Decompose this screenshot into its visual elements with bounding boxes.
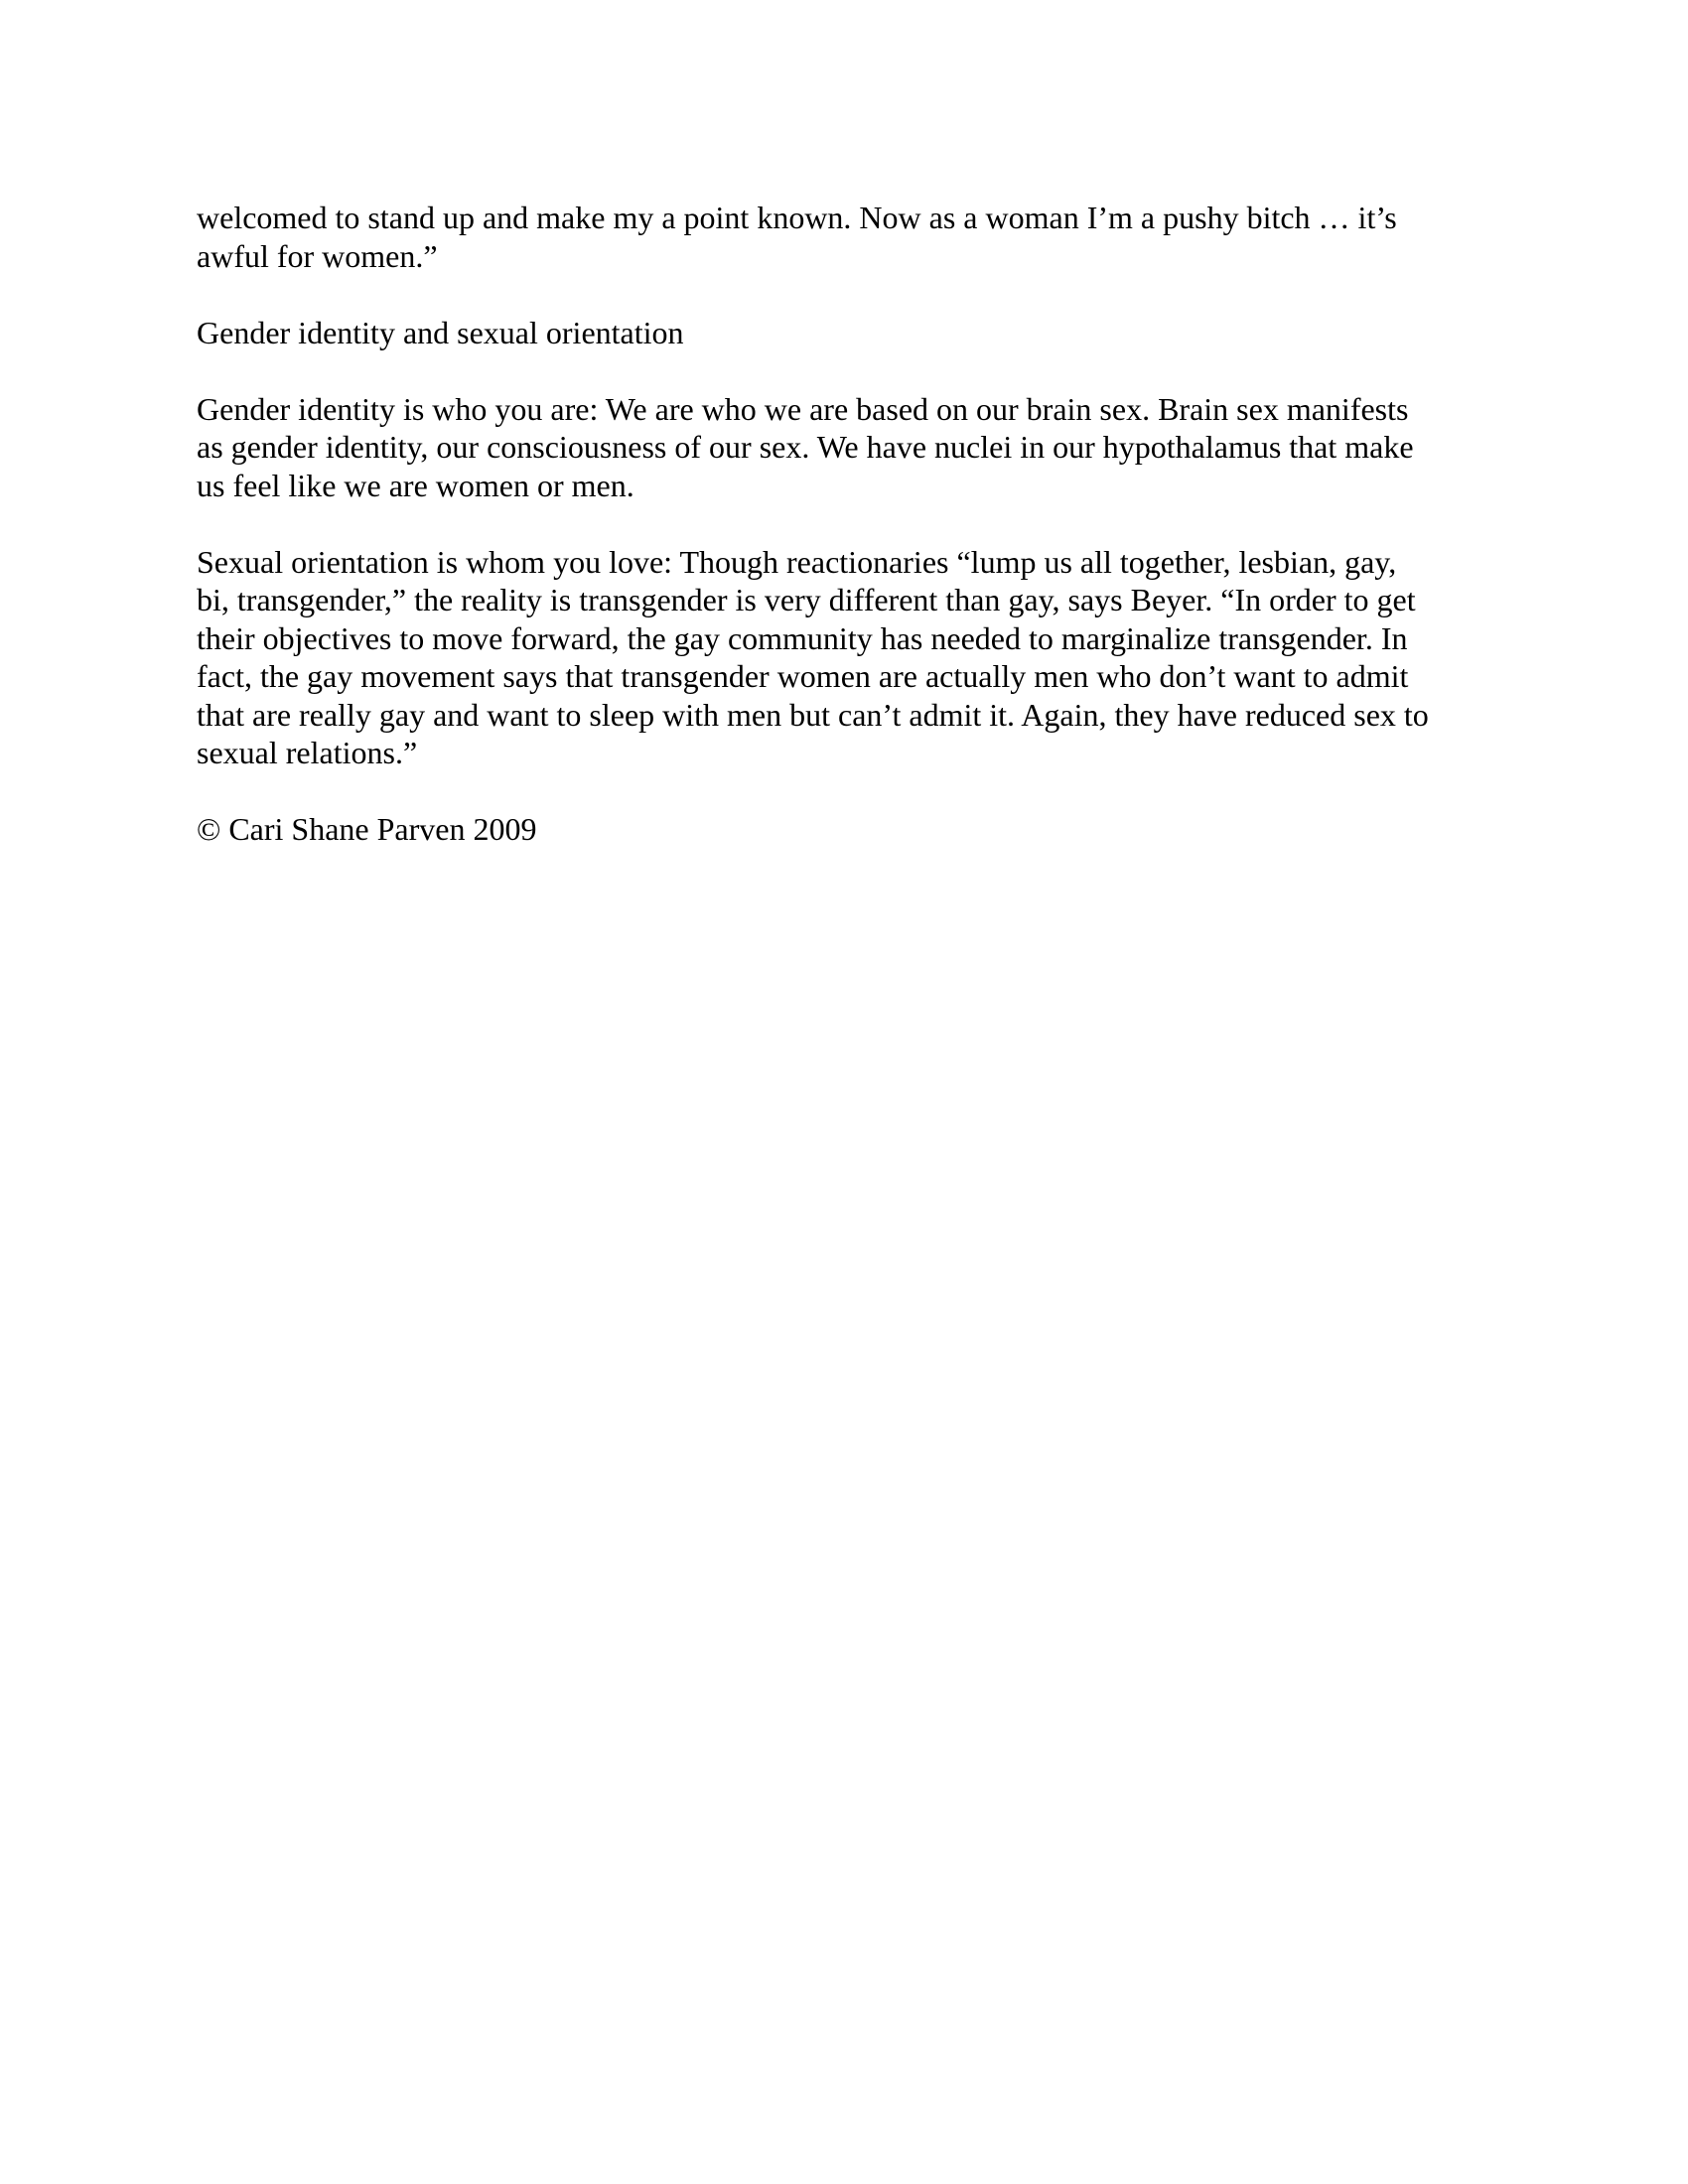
copyright-text: © Cari Shane Parven 2009: [197, 811, 537, 847]
text-line: their objectives to move forward, the gay community has needed to marginalize transgender. In: [197, 619, 1408, 656]
text-line: Sexual orientation is whom you love: Though reactionaries “lump us all together, lesbian, gay,: [197, 543, 1397, 580]
text-line: fact, the gay movement says that transgender women are actually men who don’t want to admit: [197, 658, 1409, 694]
text-line: Gender identity is who you are: We are who we are based on our brain sex. Brain sex manifests: [197, 390, 1409, 427]
paragraph-gender-identity: [197, 390, 1489, 505]
heading-text: Gender identity and sexual orientation: [197, 314, 684, 350]
text-line: that are really gay and want to sleep with men but can’t admit it. Again, they have reduced sex to: [197, 696, 1429, 733]
text-line: as gender identity, our consciousness of our sex. We have nuclei in our hypothalamus that make: [197, 429, 1414, 465]
text-line: awful for women.”: [197, 237, 438, 274]
section-heading: [197, 314, 1489, 352]
copyright-notice: [197, 810, 1489, 849]
text-line: welcomed to stand up and make my a point known. Now as a woman I’m a pushy bitch … it’s: [197, 200, 1397, 235]
text-line: bi, transgender,” the reality is transgender is very different than gay, says Beyer. “In order to get: [197, 582, 1416, 617]
paragraph-sexual-orientation: [197, 543, 1489, 772]
paragraph-quote-end: [197, 199, 1489, 275]
document-body: [197, 199, 1489, 887]
text-line: us feel like we are women or men.: [197, 467, 634, 503]
text-line: sexual relations.”: [197, 735, 418, 770]
